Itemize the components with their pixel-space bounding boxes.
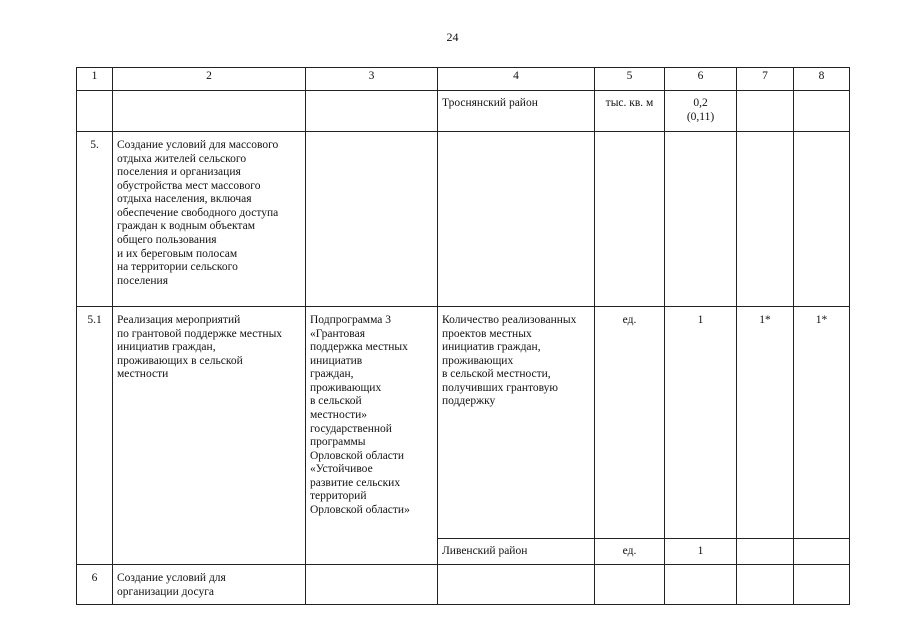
cell-empty xyxy=(794,565,850,605)
page-number: 24 xyxy=(446,30,459,44)
table-row-trosnyansky xyxy=(77,91,850,132)
table-header-row xyxy=(77,68,850,91)
cell-value: 1 xyxy=(665,307,737,539)
cell-empty xyxy=(665,132,737,307)
cell-empty xyxy=(665,565,737,605)
cell-empty xyxy=(737,539,794,565)
cell-empty xyxy=(306,91,438,132)
cell-value: 1 xyxy=(665,539,737,565)
table-row-6 xyxy=(77,565,850,605)
cell-empty xyxy=(306,565,438,605)
cell-empty xyxy=(794,91,850,132)
cell-empty xyxy=(737,91,794,132)
header-cell-2: 2 xyxy=(113,68,306,91)
cell-empty xyxy=(737,565,794,605)
table-row-5-1 xyxy=(77,307,850,539)
cell-unit: тыс. кв. м xyxy=(595,91,665,132)
header-cell-6: 6 xyxy=(665,68,737,91)
cell-value: 1* xyxy=(794,307,850,539)
cell-value: 1* xyxy=(737,307,794,539)
cell-number: 6 xyxy=(77,565,113,605)
cell-program: Подпрограмма 3 «Грантовая поддержка местных инициатив граждан, проживающих в сельской местности» государственной программы Орловской области «Устойчивое развитие сельских территорий Орловской области» xyxy=(306,307,438,565)
cell-empty xyxy=(438,565,595,605)
table-row-5 xyxy=(77,132,850,307)
document-table xyxy=(76,67,850,605)
cell-unit: ед. xyxy=(595,307,665,539)
cell-empty xyxy=(77,91,113,132)
header-cell-3: 3 xyxy=(306,68,438,91)
header-cell-7: 7 xyxy=(737,68,794,91)
cell-measure: Реализация мероприятий по грантовой поддержке местных инициатив граждан, проживающих в сельской местности xyxy=(113,307,306,565)
cell-empty xyxy=(113,91,306,132)
cell-empty xyxy=(438,132,595,307)
cell-district: Ливенский район xyxy=(438,539,595,565)
cell-empty xyxy=(737,132,794,307)
cell-empty xyxy=(794,539,850,565)
cell-measure: Создание условий для организации досуга xyxy=(113,565,306,605)
cell-measure: Создание условий для массового отдыха жителей сельского поселения и организация обустройства мест массового отдыха населения, включая обеспечение свободного доступа граждан к водным объектам общего пользования и их береговым полосам на территории сельского поселения xyxy=(113,132,306,307)
header-cell-5: 5 xyxy=(595,68,665,91)
header-cell-8: 8 xyxy=(794,68,850,91)
cell-district: Троснянский район xyxy=(438,91,595,132)
cell-empty xyxy=(794,132,850,307)
cell-empty xyxy=(306,132,438,307)
cell-unit: ед. xyxy=(595,539,665,565)
cell-empty xyxy=(595,132,665,307)
header-cell-4: 4 xyxy=(438,68,595,91)
header-cell-1: 1 xyxy=(77,68,113,91)
cell-value: 0,2 (0,11) xyxy=(665,91,737,132)
cell-indicator: Количество реализованных проектов местных инициатив граждан, проживающих в сельской местности, получивших грантовую поддержку xyxy=(438,307,595,539)
cell-number: 5.1 xyxy=(77,307,113,565)
cell-number: 5. xyxy=(77,132,113,307)
cell-empty xyxy=(595,565,665,605)
